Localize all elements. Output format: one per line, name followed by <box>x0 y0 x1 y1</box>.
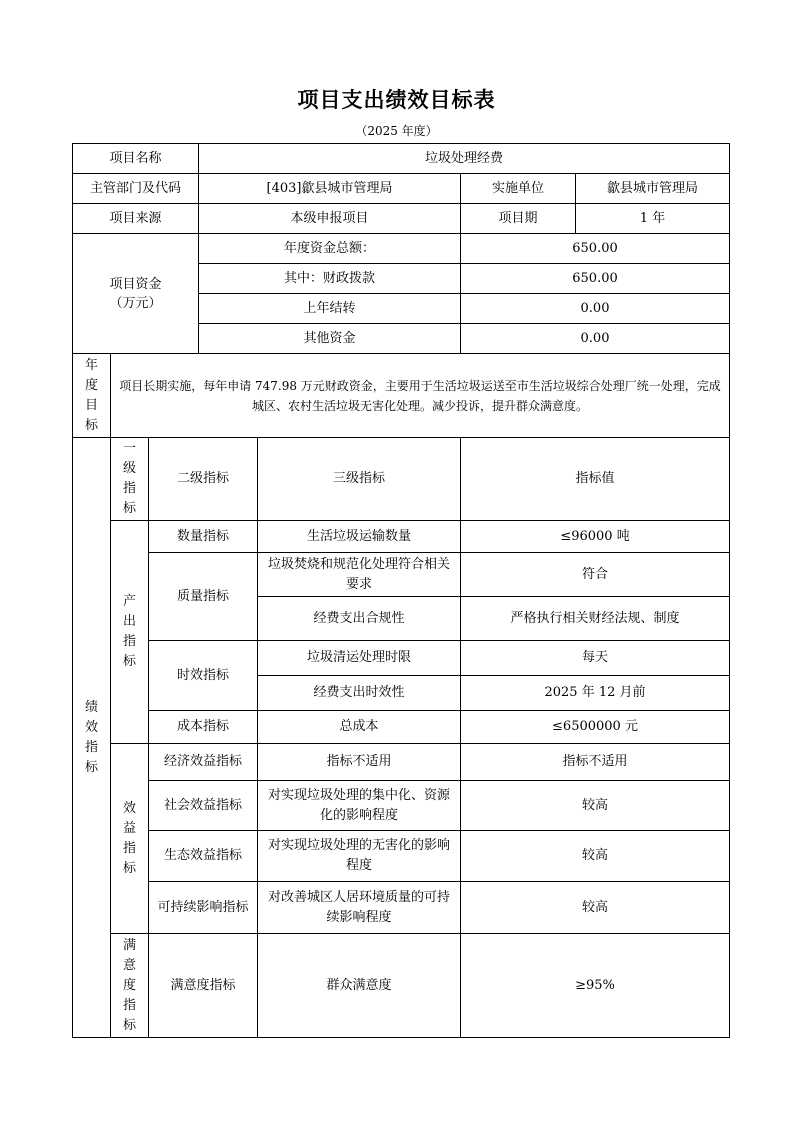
indicator-name: 对改善城区人居环境质量的可持续影响程度 <box>258 882 461 934</box>
document-title: 项目支出绩效目标表 <box>297 87 496 112</box>
level1-output: 产出指标 <box>122 594 136 669</box>
header-level1-cell <box>111 438 149 521</box>
source-value: 本级申报项目 <box>199 204 461 234</box>
performance-label-cell <box>73 438 111 1038</box>
indicator-value: 较高 <box>461 781 730 831</box>
indicator-value: 每天 <box>461 641 730 676</box>
indicator-value: 符合 <box>461 553 730 597</box>
level2-economic: 经济效益指标 <box>149 744 258 781</box>
project-name-value: 垃圾处理经费 <box>199 144 730 174</box>
level2-social: 社会效益指标 <box>149 781 258 831</box>
indicator-name: 对实现垃圾处理的无害化的影响程度 <box>258 831 461 882</box>
indicator-name: 经费支出合规性 <box>258 597 461 641</box>
indicator-value: ≥95% <box>461 934 730 1038</box>
indicator-name: 对实现垃圾处理的集中化、资源化的影响程度 <box>258 781 461 831</box>
implementer-label: 实施单位 <box>461 174 576 204</box>
indicator-name: 指标不适用 <box>258 744 461 781</box>
annual-goal-text: 项目长期实施，每年申请 747.98 万元财政资金，主要用于生活垃圾运送至市生活垃圾综合处理厂统一处理，完成城区、农村生活垃圾无害化处理。减少投诉，提升群众满意度。 <box>111 354 730 438</box>
level1-benefit-cell <box>111 744 149 934</box>
performance-label: 绩效指标 <box>84 699 98 775</box>
level1-benefit: 效益指标 <box>122 800 136 876</box>
funds-row-value: 0.00 <box>461 324 730 354</box>
level1-satisfaction-cell <box>111 934 149 1038</box>
level1-output-cell <box>111 521 149 744</box>
funds-label: 项目资金 <box>109 276 162 292</box>
performance-target-table <box>72 143 730 1038</box>
level1-satisfaction: 满意度指标 <box>122 937 136 1033</box>
indicator-name: 生活垃圾运输数量 <box>258 521 461 553</box>
indicator-name: 垃圾焚烧和规范化处理符合相关要求 <box>258 553 461 597</box>
level2-sustainable: 可持续影响指标 <box>149 882 258 934</box>
indicator-name: 群众满意度 <box>258 934 461 1038</box>
indicator-value: ≤6500000 元 <box>461 711 730 744</box>
level2-quality: 质量指标 <box>149 553 258 641</box>
funds-row-label: 其中：财政拨款 <box>199 264 461 294</box>
header-level2: 二级指标 <box>149 438 258 521</box>
department-value: [403]歙县城市管理局 <box>199 174 461 204</box>
indicator-value: 较高 <box>461 831 730 882</box>
period-label: 项目期 <box>461 204 576 234</box>
funds-row-label: 上年结转 <box>199 294 461 324</box>
level2-quantity: 数量指标 <box>149 521 258 553</box>
header-level1: 一级指标 <box>122 441 136 516</box>
indicator-value: ≤96000 吨 <box>461 521 730 553</box>
level2-timeliness: 时效指标 <box>149 641 258 711</box>
annual-goal-label-cell <box>73 354 111 438</box>
funds-unit: （万元） <box>109 295 162 311</box>
source-label: 项目来源 <box>73 204 199 234</box>
indicator-value: 严格执行相关财经法规、制度 <box>461 597 730 641</box>
header-level3: 三级指标 <box>258 438 461 521</box>
document-year: （2025 年度） <box>355 124 438 138</box>
level2-ecological: 生态效益指标 <box>149 831 258 882</box>
project-name-label: 项目名称 <box>73 144 199 174</box>
indicator-value: 较高 <box>461 882 730 934</box>
implementer-value: 歙县城市管理局 <box>576 174 730 204</box>
funds-row-value: 650.00 <box>461 264 730 294</box>
header-value: 指标值 <box>461 438 730 521</box>
funds-row-label: 年度资金总额： <box>199 234 461 264</box>
funds-row-value: 650.00 <box>461 234 730 264</box>
funds-label-cell <box>73 234 199 354</box>
annual-goal-label: 年度目标 <box>84 357 98 433</box>
level2-satisfaction: 满意度指标 <box>149 934 258 1038</box>
period-value: 1 年 <box>576 204 730 234</box>
level2-cost: 成本指标 <box>149 711 258 744</box>
funds-row-label: 其他资金 <box>199 324 461 354</box>
indicator-name: 总成本 <box>258 711 461 744</box>
indicator-value: 指标不适用 <box>461 744 730 781</box>
department-label: 主管部门及代码 <box>73 174 199 204</box>
indicator-value: 2025 年 12 月前 <box>461 676 730 711</box>
funds-row-value: 0.00 <box>461 294 730 324</box>
indicator-name: 垃圾清运处理时限 <box>258 641 461 676</box>
indicator-name: 经费支出时效性 <box>258 676 461 711</box>
